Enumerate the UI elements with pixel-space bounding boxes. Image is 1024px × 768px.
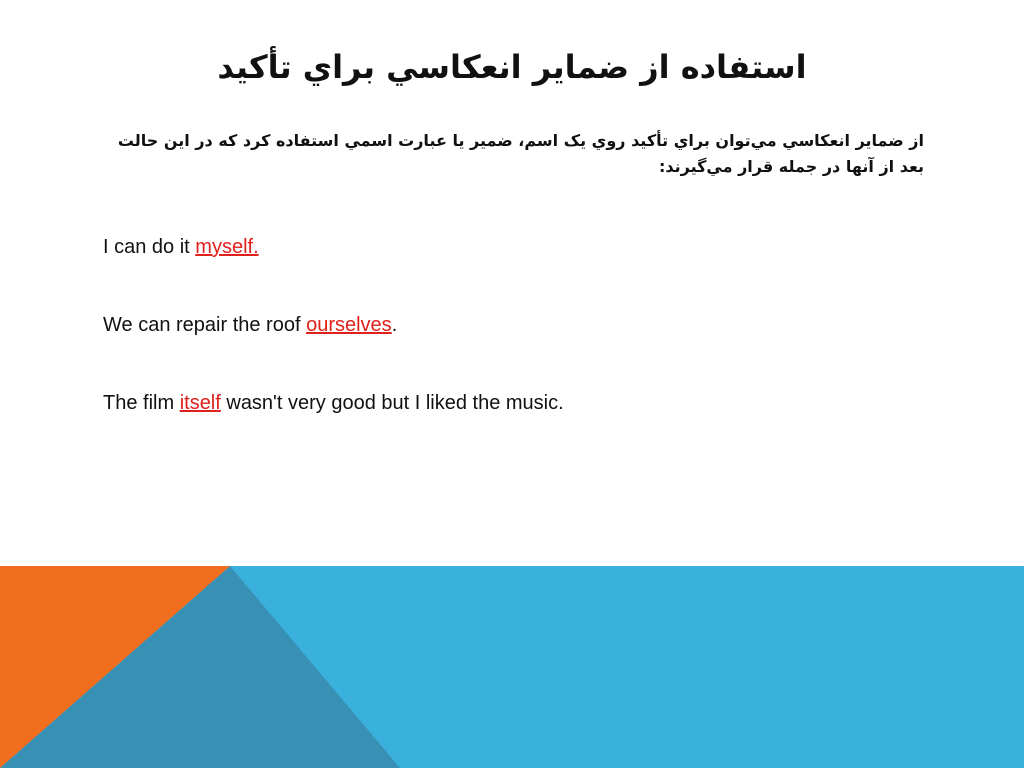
example-3-reflexive-pronoun: itself [179, 392, 221, 414]
slide-title: استفاده از ضماير انعکاسي براي تأکيد [217, 48, 807, 86]
example-1-reflexive-pronoun: myself. [195, 236, 259, 258]
example-2-tail: . [391, 314, 398, 336]
example-3-tail: wasn't very good but I liked the music. [220, 392, 564, 414]
example-1-text: I can do it [103, 236, 196, 258]
example-sentence-1 [103, 236, 259, 259]
example-2-reflexive-pronoun: ourselves [306, 314, 392, 336]
footer-decoration [0, 566, 1024, 768]
example-3-text: The film [103, 392, 180, 414]
example-sentence-3 [103, 392, 564, 415]
intro-paragraph: از ضماير انعکاسي مي‌توان براي تأکيد روي يک اسم، ضمير يا عبارت اسمي استفاده کرد که در اين حالت بعد از آنها در جمله قرار مي‌گيرند: [117, 131, 924, 176]
example-sentence-2 [103, 314, 397, 337]
example-2-text: We can repair the roof [103, 314, 307, 336]
